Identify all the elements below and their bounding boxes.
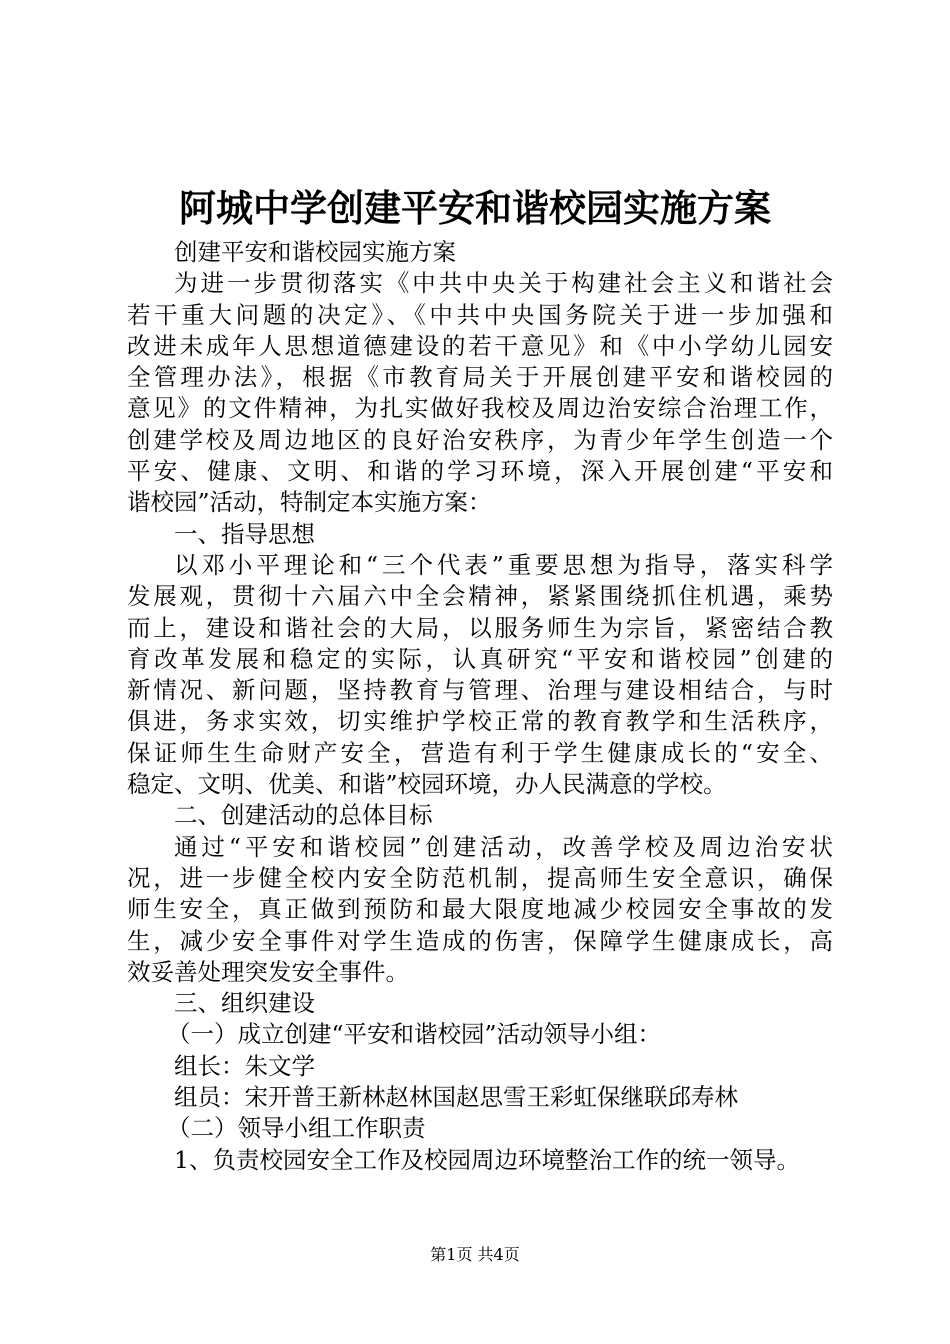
document-body — [127, 237, 833, 1176]
body-line: （一）成立创建“平安和谐校园”活动领导小组： — [167, 1020, 662, 1049]
body-line: 师生安全，真正做到预防和最大限度地减少校园安全事故的发 — [127, 895, 833, 924]
body-line: 况，进一步健全校内安全防范机制，提高师生安全意识，确保 — [127, 863, 833, 892]
body-line: 谐校园”活动，特制定本实施方案： — [127, 488, 492, 517]
page-footer: 第1页 共4页 — [430, 1245, 520, 1264]
body-line: 俱进，务求实效，切实维护学校正常的教育教学和生活秩序， — [127, 707, 833, 736]
body-line: 创建平安和谐校园实施方案 — [174, 238, 456, 266]
body-line: 以邓小平理论和“三个代表”重要思想为指导，落实科学 — [174, 550, 833, 579]
body-line: 创建学校及周边地区的良好治安秩序，为青少年学生创造一个 — [127, 425, 833, 454]
body-line: 而上，建设和谐社会的大局，以服务师生为宗旨，紧密结合教 — [127, 613, 833, 642]
body-line: 通过“平安和谐校园”创建活动，改善学校及周边治安状 — [174, 832, 833, 861]
body-line: 保证师生生命财产安全，营造有利于学生健康成长的“安全、 — [127, 738, 833, 767]
body-line: 生，减少安全事件对学生造成的伤害，保障学生健康成长，高 — [127, 926, 833, 955]
body-line: （二）领导小组工作职责 — [167, 1114, 426, 1143]
body-line: 三、组织建设 — [174, 989, 315, 1018]
body-line: 发展观，贯彻十六届六中全会精神，紧紧围绕抓住机遇，乘势 — [127, 582, 833, 611]
body-line: 新情况、新问题，坚持教育与管理、治理与建设相结合，与时 — [127, 676, 833, 705]
body-line: 平安、健康、文明、和谐的学习环境，深入开展创建“平安和 — [127, 457, 833, 486]
body-line: 效妥善处理突发安全事件。 — [127, 957, 409, 986]
body-line: 意见》的文件精神，为扎实做好我校及周边治安综合治理工作， — [127, 394, 833, 423]
body-line: 改进未成年人思想道德建设的若干意见》和《中小学幼儿园安 — [127, 331, 833, 360]
body-line: 稳定、文明、优美、和谐”校园环境，办人民满意的学校。 — [127, 770, 727, 799]
body-line: 1、负责校园安全工作及校园周边环境整治工作的统一领导。 — [174, 1145, 800, 1174]
body-line: 组员：宋开普王新林赵林国赵思雪王彩虹保继联邱寿林 — [174, 1083, 738, 1112]
document-title: 阿城中学创建平安和谐校园实施方案 — [179, 186, 771, 230]
body-line: 全管理办法》，根据《市教育局关于开展创建平安和谐校园的 — [127, 363, 833, 392]
body-line: 组长：朱文学 — [174, 1051, 315, 1080]
body-line: 二、创建活动的总体目标 — [174, 801, 433, 830]
body-line: 若干重大问题的决定》、《中共中央国务院关于进一步加强和 — [127, 300, 833, 329]
body-line: 为进一步贯彻落实《中共中央关于构建社会主义和谐社会 — [174, 269, 833, 298]
body-line: 育改革发展和稳定的实际，认真研究“平安和谐校园”创建的 — [127, 644, 833, 673]
body-line: 一、指导思想 — [174, 519, 315, 548]
